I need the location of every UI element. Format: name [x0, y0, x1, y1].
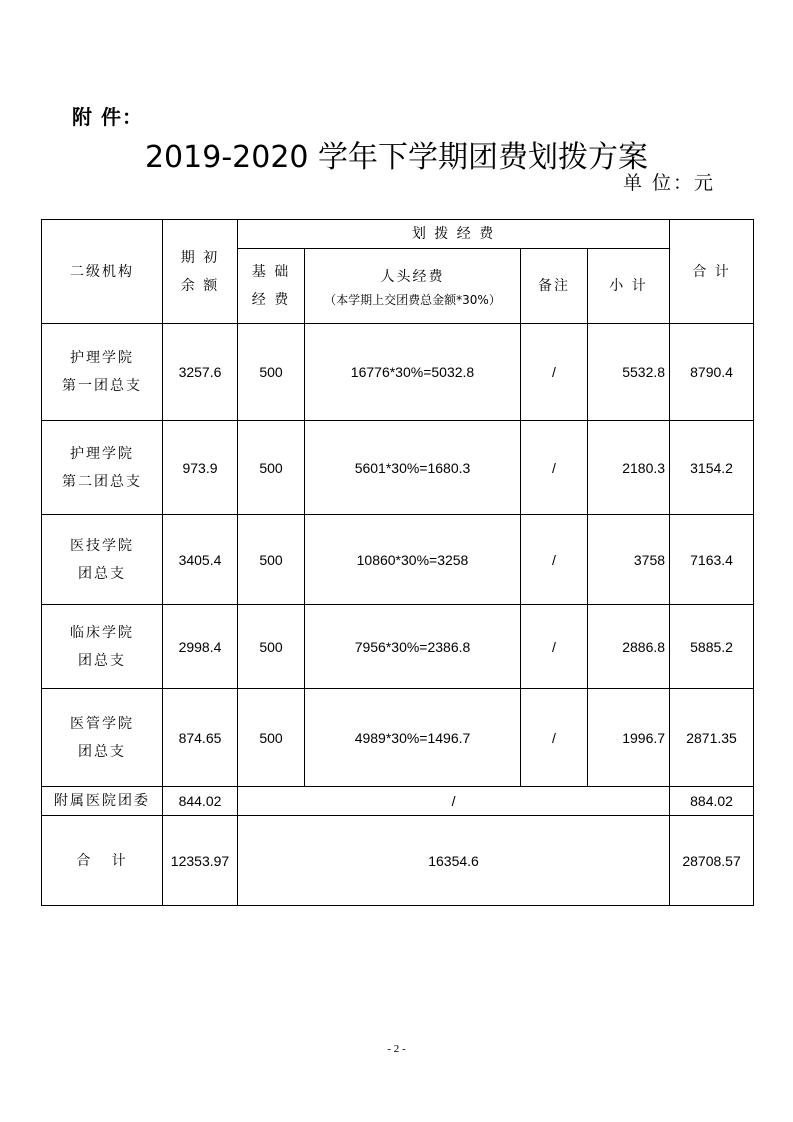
org-cell: 附属医院团委: [42, 787, 163, 816]
opening-cell: 3405.4: [163, 515, 238, 605]
table-row: [42, 324, 754, 421]
total-cell: 3154.2: [670, 421, 754, 515]
header-remark: 备注: [521, 249, 588, 324]
total-cell: 884.02: [670, 787, 754, 816]
opening-cell: 3257.6: [163, 324, 238, 421]
org-line2: 团总支: [78, 565, 126, 582]
per-capita-cell: 4989*30%=1496.7: [305, 689, 521, 787]
document-title: 2019-2020 学年下学期团费划拨方案: [144, 140, 649, 175]
table-row: [42, 515, 754, 605]
opening-cell: 973.9: [163, 421, 238, 515]
subtotal-cell: 3758: [588, 515, 670, 605]
remark-cell: /: [521, 605, 588, 689]
remark-cell: /: [521, 324, 588, 421]
table-row: [42, 421, 754, 515]
header-base-fund: [238, 249, 305, 324]
org-cell: [42, 515, 163, 605]
per-capita-cell: 5601*30%=1680.3: [305, 421, 521, 515]
base-cell: 500: [238, 515, 305, 605]
unit-label: 单 位：元: [622, 172, 715, 194]
attachment-label: 附 件：: [72, 105, 143, 129]
header-row-1: [42, 220, 754, 249]
remark-cell: /: [521, 689, 588, 787]
header-subtotal: 小 计: [588, 249, 670, 324]
header-per-capita-label: 人头经费: [380, 269, 445, 285]
header-total: 合 计: [670, 220, 754, 324]
header-base-line2: 经 费: [251, 292, 291, 308]
subtotal-cell: 1996.7: [588, 689, 670, 787]
remark-cell: /: [521, 515, 588, 605]
header-opening-line1: 期 初: [180, 249, 220, 266]
grand-total-row: [42, 816, 754, 906]
grand-total-allocation: 16354.6: [238, 816, 670, 906]
grand-total-label: 合 计: [42, 816, 163, 906]
base-cell: 500: [238, 421, 305, 515]
header-opening-balance: [163, 220, 238, 324]
org-line2: 团总支: [78, 652, 126, 669]
base-cell: 500: [238, 324, 305, 421]
affiliated-row: [42, 787, 754, 816]
org-line1: 医管学院: [70, 715, 134, 732]
base-cell: 500: [238, 605, 305, 689]
org-line1: 医技学院: [70, 537, 134, 554]
org-line1: 护理学院: [70, 350, 134, 366]
allocation-cell: /: [238, 787, 670, 816]
per-capita-cell: 10860*30%=3258: [305, 515, 521, 605]
header-org: 二级机构: [42, 220, 163, 324]
opening-cell: 2998.4: [163, 605, 238, 689]
header-allocation: 划 拨 经 费: [238, 220, 670, 249]
opening-cell: 874.65: [163, 689, 238, 787]
header-per-capita-note: （本学期上交团费总金额*30%）: [324, 293, 501, 307]
base-cell: 500: [238, 689, 305, 787]
total-cell: 5885.2: [670, 605, 754, 689]
total-cell: 7163.4: [670, 515, 754, 605]
subtotal-cell: 5532.8: [588, 324, 670, 421]
opening-cell: 844.02: [163, 787, 238, 816]
table-row: [42, 689, 754, 787]
subtotal-cell: 2886.8: [588, 605, 670, 689]
remark-cell: /: [521, 421, 588, 515]
org-cell: [42, 324, 163, 421]
header-opening-line2: 余 额: [180, 277, 220, 294]
org-cell: [42, 605, 163, 689]
grand-total-opening: 12353.97: [163, 816, 238, 906]
header-per-capita: [305, 249, 521, 324]
subtotal-cell: 2180.3: [588, 421, 670, 515]
org-line2: 第一团总支: [62, 378, 142, 394]
allocation-table: [41, 219, 754, 906]
table-row: [42, 605, 754, 689]
org-line2: 第二团总支: [62, 473, 142, 490]
per-capita-cell: 7956*30%=2386.8: [305, 605, 521, 689]
org-line2: 团总支: [78, 743, 126, 760]
total-cell: 8790.4: [670, 324, 754, 421]
org-line1: 临床学院: [70, 624, 134, 641]
org-cell: [42, 689, 163, 787]
org-line1: 护理学院: [70, 445, 134, 462]
per-capita-cell: 16776*30%=5032.8: [305, 324, 521, 421]
total-cell: 2871.35: [670, 689, 754, 787]
org-cell: [42, 421, 163, 515]
grand-total-total: 28708.57: [670, 816, 754, 906]
header-base-line1: 基 础: [251, 264, 291, 280]
page-number: - 2 -: [387, 1043, 406, 1055]
